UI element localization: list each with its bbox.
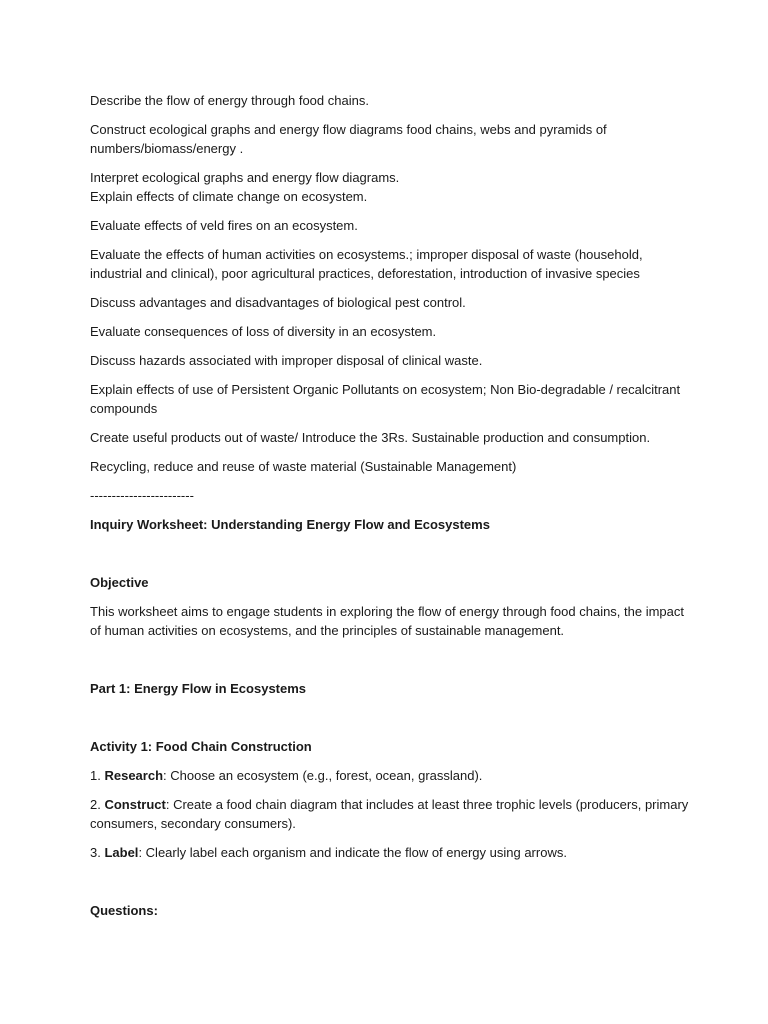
activity-step xyxy=(90,843,690,862)
objective-line: Explain effects of use of Persistent Organic Pollutants on ecosystem; Non Bio-degradable / recalcitrant compounds xyxy=(90,382,681,416)
activity-step xyxy=(90,766,690,785)
step-number: 3. xyxy=(90,845,105,860)
objective-line: Create useful products out of waste/ Introduce the 3Rs. Sustainable production and consumption. xyxy=(90,430,651,445)
objective-heading: Objective xyxy=(90,575,149,590)
objective-line: Discuss advantages and disadvantages of biological pest control. xyxy=(90,295,466,310)
step-label: Label xyxy=(104,845,139,860)
step-text: : Choose an ecosystem (e.g., forest, ocean, grassland). xyxy=(163,768,483,783)
step-number: 2. xyxy=(90,797,105,812)
step-text: : Clearly label each organism and indicate the flow of energy using arrows. xyxy=(138,845,567,860)
objective-paragraph: This worksheet aims to engage students in exploring the flow of energy through food chains, the impact of human activities on ecosystems, and the principles of sustainable management. xyxy=(90,604,685,638)
objective-line: Construct ecological graphs and energy flow diagrams food chains, webs and pyramids of numbers/biomass/energy . xyxy=(90,122,607,156)
step-number: 1. xyxy=(90,768,105,783)
step-label: Construct xyxy=(104,797,166,812)
part1-heading: Part 1: Energy Flow in Ecosystems xyxy=(90,681,307,696)
document-page xyxy=(90,91,690,930)
objective-line: Recycling, reduce and reuse of waste material (Sustainable Management) xyxy=(90,459,517,474)
worksheet-title: Inquiry Worksheet: Understanding Energy Flow and Ecosystems xyxy=(90,517,490,532)
step-text: : Create a food chain diagram that includes at least three trophic levels (producers, primary consumers, secondary consumers). xyxy=(90,797,689,831)
objective-line: Evaluate effects of veld fires on an ecosystem. xyxy=(90,218,358,233)
questions-heading: Questions: xyxy=(90,903,158,918)
activity1-heading: Activity 1: Food Chain Construction xyxy=(90,739,312,754)
objective-line: Discuss hazards associated with improper disposal of clinical waste. xyxy=(90,353,483,368)
objective-line: Explain effects of climate change on ecosystem. xyxy=(90,189,368,204)
objective-line: Describe the flow of energy through food chains. xyxy=(90,93,369,108)
objective-line: Evaluate consequences of loss of diversity in an ecosystem. xyxy=(90,324,437,339)
objective-line: Evaluate the effects of human activities on ecosystems.; improper disposal of waste (household, industrial and clinical), poor agricultural practices, deforestation, introduction of invasive species xyxy=(90,247,643,281)
section-divider: ------------------------ xyxy=(90,488,194,503)
objective-line: Interpret ecological graphs and energy flow diagrams. xyxy=(90,170,400,185)
step-label: Research xyxy=(104,768,164,783)
activity-step xyxy=(90,795,690,833)
